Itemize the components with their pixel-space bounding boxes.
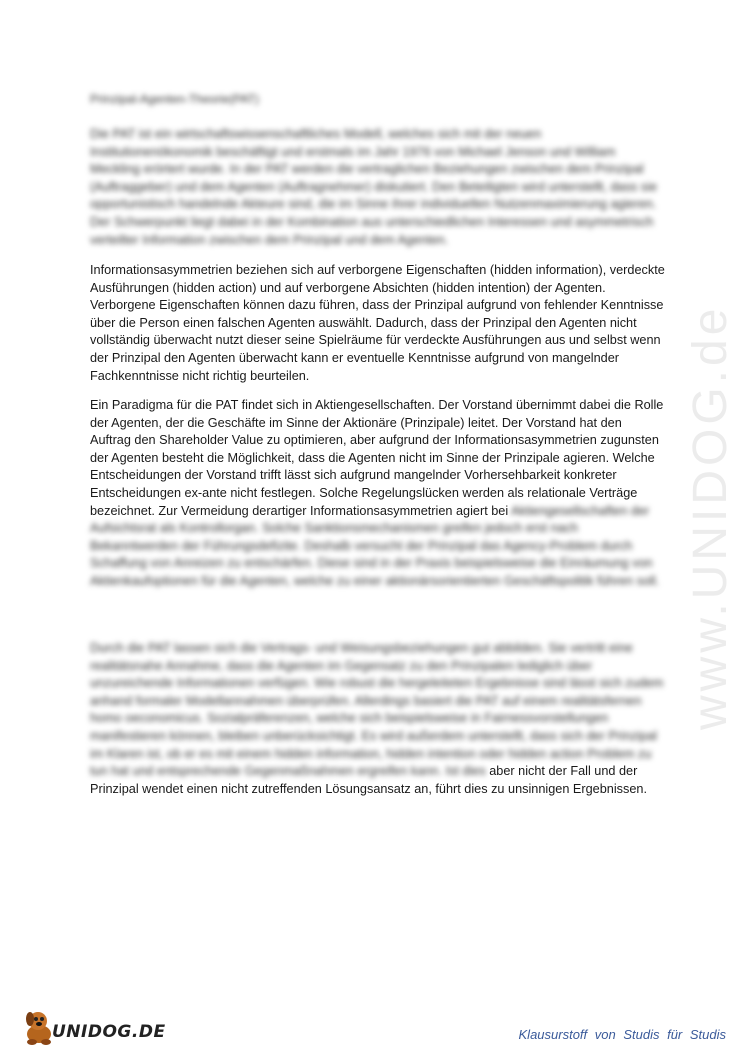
paragraph-introduction: Die PAT ist ein wirtschaftswissenschaftliches Modell, welches sich mit der neuen Institutionenökonomik beschäftigt und erstmals im Jahr 1976 von Michael Jenson und William Meckling erörtert wurde. In der PAT werden die vertraglichen Beziehungen zwischen dem Prinzipal (Auftraggeber) und dem Agenten (Auftragnehmer) diskutiert. Den Beteiligten wird unterstellt, dass sie opportunistisch handelnde Akteure sind, die im Sinne ihrer individuellen Nutzenmaximierung agieren. Der Schwerpunkt liegt dabei in der Kombination aus unterschiedlichen Interessen und asymmetrisch verteilter Information zwischen dem Prinzipal und dem Agenten.	[90, 127, 658, 247]
paragraph-evaluation	[90, 640, 665, 798]
document-title: Prinzipal-Agenten-Theorie(PAT)	[90, 92, 259, 106]
logo-wordmark: UNIDOG.DE	[52, 1022, 166, 1042]
unidog-logo[interactable]	[22, 1008, 172, 1048]
paragraph-stock-corporation-blurred: Aktiengesellschaften der Aufsichtsrat als Kontrollorgan. Solche Sanktionsmechanismen greifen jedoch erst nach Bekanntwerden der Führungsdefizite. Deshalb versucht der Prinzipal das Agency-Problem durch Schaffung von Anreizen zu entschärfen. Diese sind in der Praxis beispielsweise die Einräumung von Aktienkaufoptionen für die Agenten, welche zu einer aktionärsorientierten Geschäftspolitik führen soll.	[90, 503, 660, 588]
watermark-text: www.UNIDOG.de	[684, 304, 737, 730]
paragraph-evaluation-blurred: Durch die PAT lassen sich die Vertrags- und Weisungsbeziehungen gut abbilden. Sie vertritt eine realitätsnahe Annahme, dass die Agenten im Gegensatz zu den Prinzipalen lediglich über unzureichende Informationen verfügen. Wie robust die hergeleiteten Ergebnisse sind lässt sich zudem anhand formaler Modellannahmen überprüfen. Allerdings basiert die PAT auf einem realitätsfernen homo oeconomicus. Sozialpräferenzen, welche sich beispielsweise in Fairnessvorstellungen manifestieren können, bleiben unberücksichtigt. Es wird außerdem unterstellt, dass sich der Prinzipal im Klaren ist, ob er es mit einem hidden information, hidden intention oder hidden action Problem zu tun hat und entsprechende Gegenmaßnahmen ergreifen kann. Ist dies	[90, 641, 664, 779]
dog-mascot-icon	[22, 1008, 56, 1046]
paragraph-stock-corporation	[90, 397, 665, 591]
paragraph-evaluation-visible: aber nicht der Fall und der Prinzipal wendet einen nicht zutreffenden Lösungsansatz an, führt dies zu unsinnigen Ergebnissen.	[90, 764, 647, 796]
paragraph-stock-corporation-visible: Ein Paradigma für die PAT findet sich in Aktiengesellschaften. Der Vorstand übernimmt dabei die Rolle der Agenten, der die Geschäfte im Sinne der Aktionäre (Prinzipale) leitet. Der Vorstand hat den Auftrag den Shareholder Value zu optimieren, aber aufgrund der Informationsasymmetrien zugunsten der Agenten besteht die Möglichkeit, dass die Agenten nicht im Sinne der Prinzipale agieren. Welche Entscheidungen der Vorstand trifft lässt sich aufgrund mangelnder Vorhersehbarkeit konkreter Entscheidungen ex-ante nicht festlegen. Solche Regelungslücken werden als relationale Verträge bezeichnet. Zur Vermeidung derartiger Informationsasymmetrien agiert bei	[90, 398, 664, 518]
paragraph-information-asymmetry: Informationsasymmetrien beziehen sich auf verborgene Eigenschaften (hidden information), verdeckte Ausführungen (hidden action) und auf verborgene Absichten (hidden intention) der Agenten. Verborgene Eigenschaften können dazu führen, dass der Prinzipal aufgrund von fehlender Kenntnisse über die Person einen falschen Agenten auswählt. Dadurch, dass der Prinzipal den Agenten nicht vollständig überwacht nutzt dieser seine Spielräume für verdeckte Ausführungen aus und selbst wenn der Prinzipal den Agenten überwacht kann er eventuelle Kenntnisse aufgrund von mangelnder Fachkenntnisse nicht richtig beurteilen.	[90, 263, 665, 383]
footer-slogan: Klausurstoff von Studis für Studis	[518, 1027, 726, 1042]
